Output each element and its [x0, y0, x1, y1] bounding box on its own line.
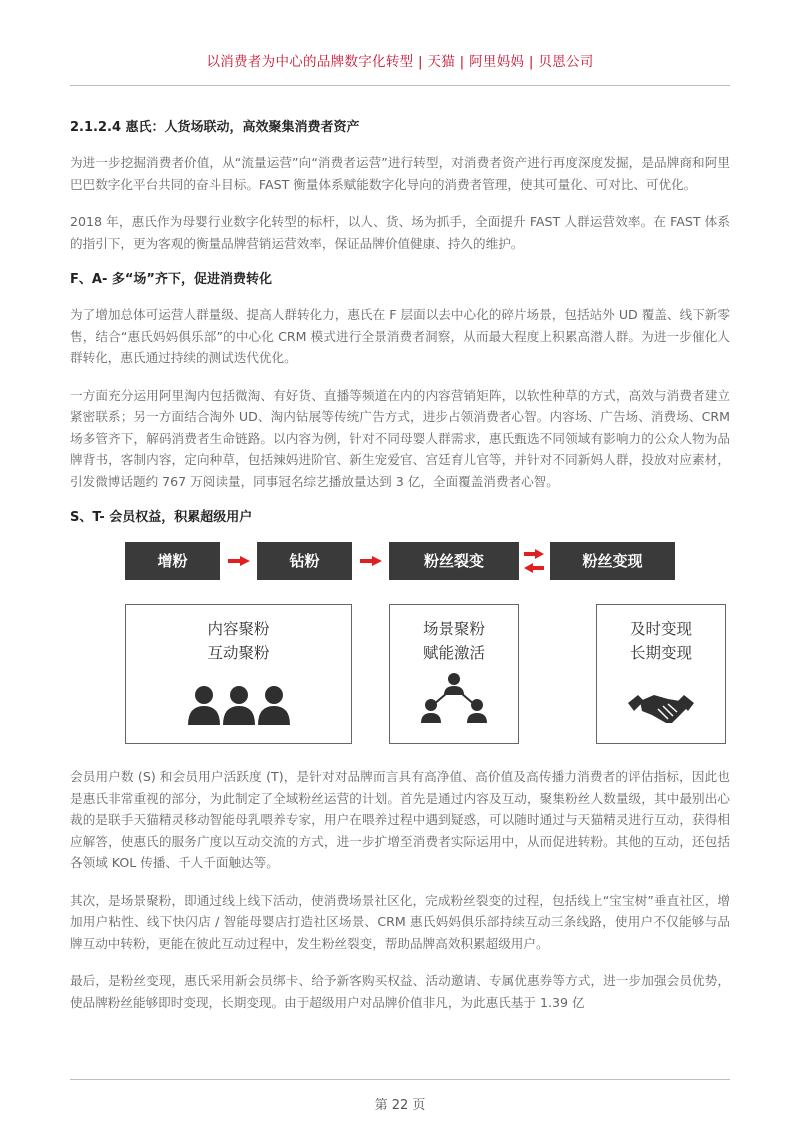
panel-monetization [596, 604, 726, 744]
step-box-increase-fans: 增粉 [125, 542, 220, 580]
paragraph: 为了增加总体可运营人群量级、提高人群转化力，惠氏在 F 层面以去中心化的碎片场景，包括站外 UD 覆盖、线下新零售，结合“惠氏妈妈俱乐部”的中心化 CRM 模式进行全景消费者洞察，从而最大程度上积累高潜人群。为进一步催化人群转化，惠氏通过持续的测试迭代优化。 [70, 307, 730, 365]
step-box-fan-fission: 粉丝裂变 [389, 542, 519, 580]
paragraph: 会员用户数 (S) 和会员用户活跃度 (T)，是针对对品牌而言具有高净值、高价值及高传播力消费者的评估指标，因此也是惠氏非常重视的部分，为此制定了全域粉丝运营的计划。首先是通过内容及互动，聚集粉丝人数量级，其中最别出心裁的是联手天猫精灵移动智能母乳喂养专家，用户在喂养过程中遇到疑惑，可以随时通过与天猫精灵进行互动，获得相应解答，使惠氏的服务广度以互动交流的方式，进一步扩增至消费者实际运用中，从而促进转粉。其他的互动，还包括各领域 KOL 传播、千人千面触达等。 [70, 769, 730, 870]
main-content [70, 118, 730, 1029]
subsection-heading-st: S、T- 会员权益，积累超级用户 [70, 510, 253, 525]
paragraph: 最后，是粉丝变现，惠氏采用新会员绑卡、给予新客购买权益、活动邀请、专属优惠券等方式，进一步加强会员优势，使品牌粉丝能够即时变现，长期变现。由于超级用户对品牌价值非凡，为此惠氏基于 1.39 亿 [70, 973, 730, 1010]
page-footer [70, 1079, 730, 1113]
step-box-drill-fans: 钻粉 [257, 542, 352, 580]
paragraph: 一方面充分运用阿里淘内包括微淘、有好货、直播等频道在内的内容营销矩阵，以软性种草的方式，高效与消费者建立紧密联系；另一方面结合淘外 UD、淘内钻展等传统广告方式，进步占领消费者心智。内容场、广告场、消费场、CRM 场多管齐下，解码消费者生命链路。以内容为例，针对不同母婴人群需求，惠氏甄选不同领域有影响力的公众人物为品牌背书，客制内容，定向种草，包括辣妈进阶官、新生宠爱官、宫廷育儿官等，并针对不同新妈人群，投放对应素材，引发微博话题约 767 万阅读量，同事冠名综艺播放量达到 3 亿，全面覆盖消费者心智。 [70, 387, 730, 489]
panel-content-fans [125, 604, 352, 744]
paragraph: 为进一步挖掘消费者价值，从“流量运营”向“消费者运营”进行转型，对消费者资产进行再度深度发掘，是品牌商和阿里巴巴数字化平台共同的奋斗目标。FAST 衡量体系赋能数字化导向的消费者管理，使其可量化、可对比、可优化。 [70, 155, 730, 192]
fan-funnel-diagram [70, 542, 730, 752]
header-title: 以消费者为中心的品牌数字化转型 | 天猫 | 阿里妈妈 | 贝恩公司 [206, 54, 594, 70]
arrow-right-icon [228, 556, 250, 566]
three-people-icon [126, 685, 351, 729]
section-heading: 2.1.2.4 惠氏：人货场联动，高效聚集消费者资产 [70, 120, 360, 135]
people-network-icon [390, 673, 518, 729]
page-number: 第 22 页 [374, 1098, 426, 1113]
paragraph: 2018 年，惠氏作为母婴行业数字化转型的标杆，以人、货、场为抓手，全面提升 FAST 人群运营效率。在 FAST 体系的指引下，更为客观的衡量品牌营销运营效率，保证品牌价值健康、持久的维护。 [70, 214, 730, 251]
panel-text: 内容聚粉 互动聚粉 [207, 620, 270, 662]
panel-text: 及时变现 长期变现 [629, 620, 692, 662]
arrow-right-icon [360, 556, 382, 566]
bidirectional-arrow-icon [524, 548, 544, 574]
paragraph: 其次，是场景聚粉，即通过线上线下活动，使消费场景社区化，完成粉丝裂变的过程，包括线上“宝宝树”垂直社区，增加用户粘性、线下快闪店 / 智能母婴店打造社区场景、CRM 惠氏妈妈俱乐部持续互动三条线路，使用户不仅能够与品牌互动中转粉，更能在彼此互动过程中，发生粉丝裂变，帮助品牌高效积累超级用户。 [70, 892, 730, 951]
page-header [70, 0, 730, 86]
subsection-heading-fa: F、A- 多“场”齐下，促进消费转化 [70, 272, 272, 287]
handshake-icon [597, 689, 725, 729]
panel-scene-fans [389, 604, 519, 744]
step-box-fan-monetization: 粉丝变现 [550, 542, 675, 580]
panel-text: 场景聚粉 赋能激活 [422, 620, 485, 662]
